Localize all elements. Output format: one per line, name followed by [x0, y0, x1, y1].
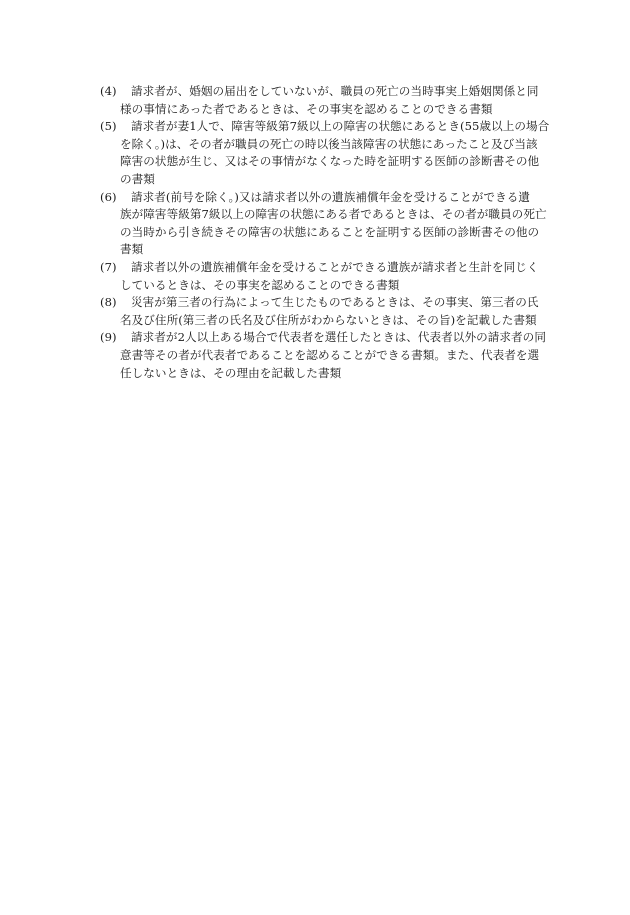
document-item-list: [100, 83, 550, 382]
item-text-line: 任しないときは、その理由を記載した書類: [120, 365, 342, 380]
item-text-line: 障害の状態が生じ、又はその事情がなくなった時を証明する医師の診断書その他: [120, 154, 540, 169]
item-text-line: 請求者が、婚姻の届出をしていないが、職員の死亡の当時事実上婚姻関係と同: [131, 84, 539, 98]
item-text-line: 族が障害等級第7級以上の障害の状態にある者であるときは、その者が職員の死亡: [120, 207, 547, 222]
item-text-line: 請求者以外の遺族補償年金を受けることができる遺族が請求者と生計を同じく: [131, 259, 539, 274]
item-text-line: 請求者が2人以上ある場合で代表者を選任したときは、代表者以外の請求者の同: [131, 330, 546, 345]
item-text-line: 名及び住所(第三者の氏名及び住所がわからないときは、その旨)を記載した書類: [120, 312, 537, 327]
item-text-line: の書類: [120, 171, 155, 186]
item-number: (4): [100, 84, 117, 98]
item-number: (9): [100, 330, 117, 345]
item-text-line: 書類: [120, 242, 144, 257]
list-item-4: [100, 83, 539, 118]
item-text-line: 災害が第三者の行為によって生じたものであるときは、その事実、第三者の氏: [131, 295, 539, 310]
item-text-line: を除く。)は、その者が職員の死亡の時以後当該障害の状態にあったこと及び当該: [120, 136, 538, 151]
item-text-line: しているときは、その事実を認めることのできる書類: [120, 277, 400, 292]
list-item-7: [100, 259, 539, 294]
list-item-8: [100, 294, 539, 329]
item-text-line: 意書等その者が代表者であることを認めることができる書類。また、代表者を選: [120, 347, 540, 362]
item-text-line: の当時から引き続きその障害の状態にあることを証明する医師の診断書その他の: [120, 224, 540, 239]
item-number: (5): [100, 119, 117, 134]
item-number: (7): [100, 259, 117, 274]
list-item-6: [100, 189, 547, 259]
item-text-line: 様の事情にあった者であるときは、その事実を認めることのできる書類: [120, 101, 493, 116]
item-text-line: 請求者(前号を除く。)又は請求者以外の遺族補償年金を受けることができる遺: [131, 189, 531, 204]
item-number: (6): [100, 189, 117, 204]
list-item-9: [100, 329, 546, 382]
item-number: (8): [100, 295, 117, 310]
list-item-5: [100, 118, 550, 188]
item-text-line: 請求者が妻1人で、障害等級第7級以上の障害の状態にあるとき(55歳以上の場合: [131, 119, 550, 134]
